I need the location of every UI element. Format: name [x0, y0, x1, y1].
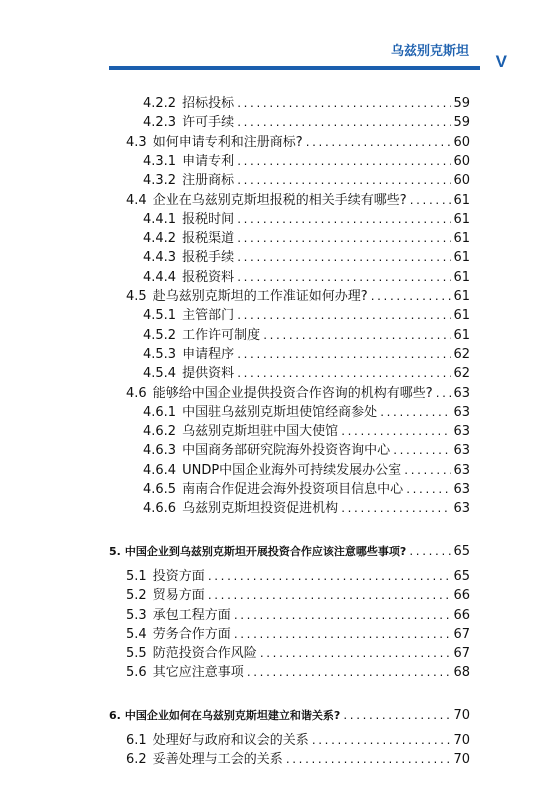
toc-dot-leader [236, 269, 451, 289]
toc-entry-page: 66 [453, 588, 470, 604]
toc-entry-page: 63 [453, 404, 470, 420]
toc-entry[interactable] [143, 171, 470, 192]
toc-entry-page: 59 [453, 96, 470, 111]
toc-entry-title: 乌兹别克斯坦投资促进机构 [182, 501, 339, 517]
toc-entry-title: 劳务合作方面 [152, 626, 231, 642]
toc-dot-leader [285, 751, 452, 771]
toc-entry-page: 67 [453, 646, 470, 662]
toc-entry-title: 处理好与政府和议会的关系 [152, 733, 309, 748]
toc-dot-leader [236, 307, 451, 327]
toc-entry-title: 报税资料 [182, 269, 235, 285]
toc-entry-number: 5.2 [126, 588, 147, 604]
toc-entry-number: 4.6.3 [143, 443, 177, 459]
toc-entry[interactable] [143, 441, 470, 462]
toc-entry-number: 4.5.2 [143, 327, 177, 343]
toc-entry-number: 4.3.1 [143, 153, 177, 169]
toc-entry-page: 63 [453, 482, 470, 497]
toc-dot-leader [405, 481, 451, 501]
toc-entry-title: 报税手续 [182, 250, 235, 266]
toc-entry-number: 4.2.3 [143, 115, 177, 131]
toc-entry-title: 防范投资合作风险 [152, 646, 257, 662]
toc-entry-number: 5.5 [126, 646, 147, 662]
toc-dot-leader [408, 543, 451, 563]
toc-dot-leader [236, 346, 451, 366]
toc-entry-page: 63 [453, 443, 470, 459]
toc-entry-number: 4.5.4 [143, 366, 177, 382]
toc-entry-title: 妥善处理与工会的关系 [152, 752, 283, 768]
toc-dot-leader [236, 365, 451, 385]
toc-entry-page: 67 [453, 626, 470, 642]
toc-entry-page: 62 [453, 366, 470, 382]
toc-entry[interactable] [126, 384, 470, 405]
toc-entry-number: 4.6.5 [143, 482, 177, 497]
toc-entry-page: 61 [453, 327, 470, 343]
toc-entry-number: 4.4.2 [143, 231, 177, 247]
toc-entry-title: 工作许可制度 [182, 327, 261, 343]
toc-entry[interactable] [143, 345, 470, 366]
toc-dot-leader [435, 385, 452, 405]
toc-entry-number: 6.1 [126, 733, 147, 748]
toc-entry[interactable] [126, 731, 470, 752]
toc-entry[interactable] [109, 706, 470, 727]
toc-entry-page: 63 [453, 385, 470, 401]
toc-entry-title: 承包工程方面 [152, 607, 231, 623]
toc-entry-title: 中国商务部研究院海外投资咨询中心 [182, 443, 391, 459]
toc-dot-leader [379, 404, 451, 424]
toc-entry-title: 报税时间 [182, 211, 235, 227]
toc-entry-title: 申请程序 [182, 346, 235, 362]
toc-entry-number: 4.4.3 [143, 250, 177, 266]
toc-entry-title: 招标投标 [182, 96, 235, 111]
toc-dot-leader [409, 192, 452, 212]
toc-entry-number: 4.6.2 [143, 424, 177, 440]
toc-entry-page: 61 [453, 250, 470, 266]
toc-dot-leader [207, 568, 452, 588]
toc-entry[interactable] [126, 586, 470, 607]
toc-entry-page: 70 [453, 707, 470, 723]
toc-entry[interactable] [143, 499, 470, 520]
toc-entry-title: 企业在乌兹别克斯坦报税的相关手续有哪些? [152, 192, 407, 208]
page-number: V [495, 52, 507, 71]
toc-entry[interactable] [143, 229, 470, 250]
toc-dot-leader [392, 442, 451, 462]
toc-entry[interactable] [143, 248, 470, 269]
toc-entry-number: 4.6.4 [143, 462, 177, 478]
toc-entry[interactable] [143, 422, 470, 443]
toc-entry-number: 4.5.1 [143, 308, 177, 324]
toc-dot-leader [207, 587, 452, 607]
toc-entry-page: 70 [453, 733, 470, 748]
toc-dot-leader [236, 230, 451, 250]
toc-entry-title: 南南合作促进会海外投资项目信息中心 [182, 482, 404, 497]
toc-entry[interactable] [126, 287, 470, 308]
toc-entry-number: 5.4 [126, 626, 147, 642]
toc-entry[interactable] [126, 663, 470, 684]
toc-entry-number: 4.4.4 [143, 269, 177, 285]
toc-entry[interactable] [126, 191, 470, 212]
toc-entry[interactable] [143, 268, 470, 289]
toc-entry[interactable] [143, 364, 470, 385]
toc-entry[interactable] [126, 567, 470, 588]
toc-entry-page: 61 [453, 192, 470, 208]
toc-entry-page: 61 [453, 308, 470, 324]
toc-entry-title: 中国驻乌兹别克斯坦使馆经商参处 [182, 404, 378, 420]
toc-entry[interactable] [126, 750, 470, 771]
toc-entry-title: 如何申请专利和注册商标? [152, 134, 303, 150]
toc-entry[interactable] [126, 625, 470, 646]
toc-entry[interactable] [143, 94, 470, 115]
toc-entry-page: 59 [453, 115, 470, 131]
toc-entry-page: 60 [453, 173, 470, 189]
toc-dot-leader [233, 607, 452, 627]
toc-entry[interactable] [143, 210, 470, 231]
header-rule [109, 66, 480, 70]
toc-entry-title: 赴乌兹别克斯坦的工作准证如何办理? [152, 289, 368, 304]
toc-entry-title: 其它应注意事项 [152, 665, 244, 681]
toc-dot-leader [262, 327, 451, 347]
toc-entry-number: 5.6 [126, 665, 147, 681]
toc-dot-leader [236, 95, 451, 115]
toc-entry-title: 投资方面 [152, 568, 205, 584]
toc-entry-page: 61 [453, 211, 470, 227]
toc-entry-number: 4.4 [126, 192, 147, 208]
toc-entry[interactable] [126, 133, 470, 154]
toc-entry-number: 6.2 [126, 752, 147, 768]
toc-entry[interactable] [143, 306, 470, 327]
toc-entry-number: 4.5 [126, 289, 147, 304]
toc-entry-title: 乌兹别克斯坦驻中国大使馆 [182, 424, 339, 440]
toc-entry-title: 中国企业如何在乌兹别克斯坦建立和谐关系? [124, 708, 341, 722]
toc-entry-number: 4.3.2 [143, 173, 177, 189]
toc-entry-title: 能够给中国企业提供投资合作咨询的机构有哪些? [152, 385, 433, 401]
toc-entry-title: 提供资料 [182, 366, 235, 382]
toc-dot-leader [259, 645, 452, 665]
toc-entry-number: 4.6.6 [143, 501, 177, 517]
toc-entry-page: 68 [453, 665, 470, 681]
toc-entry-page: 60 [453, 134, 470, 150]
toc-dot-leader [311, 732, 452, 752]
toc-dot-leader [236, 114, 451, 134]
toc-entry-page: 66 [453, 607, 470, 623]
toc-entry-page: 65 [453, 543, 470, 559]
toc-entry-number: 5.1 [126, 568, 147, 584]
toc-dot-leader [403, 462, 451, 482]
toc-entry-title: UNDP中国企业海外可持续发展办公室 [182, 462, 402, 478]
toc-entry[interactable] [143, 326, 470, 347]
toc-dot-leader [246, 664, 452, 684]
toc-entry-page: 61 [453, 269, 470, 285]
toc-entry[interactable] [126, 644, 470, 665]
toc-dot-leader [342, 707, 451, 727]
toc-entry-title: 注册商标 [182, 173, 235, 189]
toc-entry-title: 主管部门 [182, 308, 235, 324]
toc-dot-leader [340, 423, 451, 443]
toc-entry-number: 4.4.1 [143, 211, 177, 227]
toc-entry[interactable] [143, 113, 470, 134]
toc-dot-leader [340, 500, 451, 520]
toc-dot-leader [236, 211, 451, 231]
toc-entry-title: 许可手续 [182, 115, 235, 131]
toc-dot-leader [305, 134, 452, 154]
toc-entry-number: 4.6.1 [143, 404, 177, 420]
toc-entry[interactable] [109, 542, 470, 563]
toc-entry-page: 62 [453, 346, 470, 362]
toc-dot-leader [236, 153, 451, 173]
toc-entry-number: 4.6 [126, 385, 147, 401]
toc-entry-page: 70 [453, 752, 470, 768]
toc-dot-leader [370, 288, 452, 308]
toc-entry-page: 61 [453, 289, 470, 304]
toc-entry-page: 63 [453, 424, 470, 440]
running-header-title: 乌兹别克斯坦 [390, 44, 469, 59]
toc-entry-page: 63 [453, 462, 470, 478]
toc-entry-number: 4.2.2 [143, 96, 177, 111]
toc-entry-title: 申请专利 [182, 153, 235, 169]
toc-entry-title: 中国企业到乌兹别克斯坦开展投资合作应该注意哪些事项? [124, 544, 407, 558]
toc-entry-number: 5. [109, 544, 121, 558]
toc-dot-leader [233, 626, 452, 646]
toc-entry-page: 61 [453, 231, 470, 247]
toc-entry-page: 60 [453, 153, 470, 169]
toc-entry-page: 63 [453, 501, 470, 517]
toc-entry[interactable] [143, 480, 470, 501]
toc-entry-number: 5.3 [126, 607, 147, 623]
toc-entry-number: 4.3 [126, 134, 147, 150]
toc-entry-number: 6. [109, 708, 121, 722]
toc-entry[interactable] [143, 152, 470, 173]
toc-entry-page: 65 [453, 568, 470, 584]
toc-entry[interactable] [143, 403, 470, 424]
toc-dot-leader [236, 172, 451, 192]
toc-entry-number: 4.5.3 [143, 346, 177, 362]
toc-entry-title: 贸易方面 [152, 588, 205, 604]
toc-dot-leader [236, 249, 451, 269]
toc-entry[interactable] [143, 461, 470, 482]
toc-entry-title: 报税渠道 [182, 231, 235, 247]
toc-entry[interactable] [126, 606, 470, 627]
